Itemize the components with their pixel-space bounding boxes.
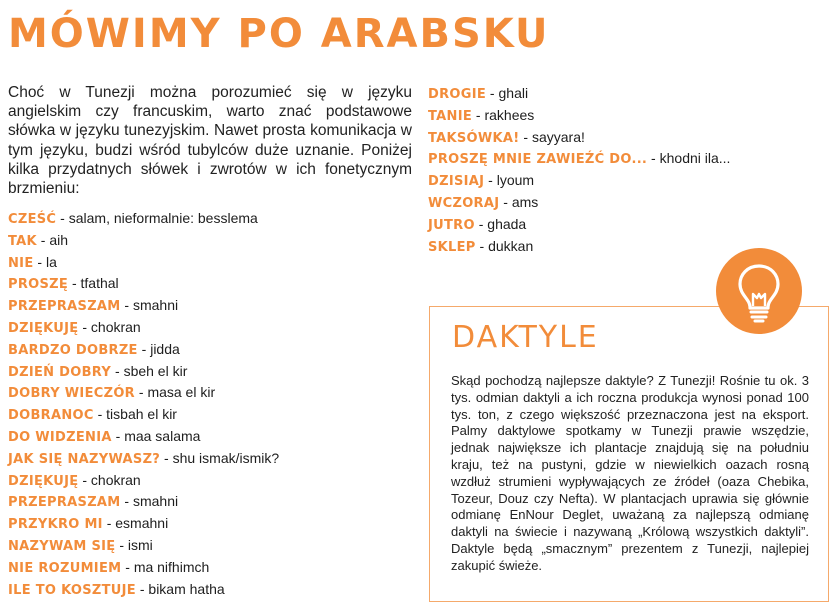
phrase-translation: rakhees <box>484 106 535 123</box>
page-title: MÓWIMY PO ARABSKU <box>8 11 550 57</box>
phrase-row <box>8 295 418 317</box>
phrase-term: DROGIE <box>428 87 487 102</box>
phrase-translation: masa el kir <box>147 384 216 401</box>
phrase-separator: - <box>484 172 497 189</box>
phrase-separator: - <box>121 558 134 575</box>
phrase-separator: - <box>36 231 50 248</box>
phrase-row <box>428 214 828 236</box>
phrase-separator: - <box>78 471 91 488</box>
phrase-term: TAKSÓWKA! <box>428 130 520 146</box>
phrase-separator: - <box>78 318 91 335</box>
phrase-term: PRZEPRASZAM <box>8 299 121 315</box>
phrase-translation: smahni <box>132 297 179 314</box>
phrase-row <box>8 273 418 295</box>
phrase-separator: - <box>111 427 125 444</box>
phrase-separator: - <box>93 406 107 423</box>
phrase-separator: - <box>472 106 485 123</box>
phrase-translation: dukkan <box>488 237 534 254</box>
phrase-list-left <box>8 208 418 600</box>
phrase-row <box>428 83 828 105</box>
phrase-term: DOBRANOC <box>8 408 94 424</box>
phrase-separator: - <box>486 85 499 101</box>
phrase-term: SKLEP <box>428 239 476 255</box>
phrase-separator: - <box>137 340 151 357</box>
phrase-translation: maa salama <box>124 427 201 444</box>
phrase-term: DO WIDZENIA <box>8 429 112 445</box>
lightbulb-badge <box>716 248 802 334</box>
phrase-separator: - <box>102 515 116 532</box>
phrase-separator: - <box>135 580 149 597</box>
phrase-translation: ghada <box>487 215 527 232</box>
phrase-row <box>8 470 418 492</box>
phrase-row <box>428 127 828 149</box>
phrase-translation: khodni ila... <box>659 150 731 167</box>
phrase-term: PRZYKRO MI <box>8 517 103 533</box>
phrase-separator: - <box>519 128 532 145</box>
phrase-translation: ams <box>511 193 539 210</box>
phrase-row <box>428 170 828 192</box>
phrase-term: DZIĘKUJĘ <box>8 320 79 336</box>
phrase-translation: sbeh el kir <box>123 362 188 379</box>
phrase-translation: lyoum <box>496 172 535 189</box>
phrase-separator: - <box>160 449 173 466</box>
phrase-separator: - <box>474 215 488 232</box>
phrase-separator: - <box>647 150 660 167</box>
phrase-translation: smahni <box>132 493 179 510</box>
phrase-term: NIE <box>8 255 34 271</box>
phrase-row <box>8 513 418 535</box>
phrase-row <box>8 208 418 230</box>
phrase-translation: aih <box>49 231 69 248</box>
phrase-term: NIE ROZUMIEM <box>8 560 122 576</box>
phrase-translation: chokran <box>90 318 141 335</box>
phrase-separator: - <box>115 536 128 553</box>
phrase-term: PRZEPRASZAM <box>8 495 121 511</box>
phrase-term: JAK SIĘ NAZYWASZ? <box>8 451 161 467</box>
phrase-term: JUTRO <box>428 217 475 233</box>
intro-paragraph: Choć w Tunezji można porozumieć się w języku angielskim czy francuskim, warto znać podstawowe słówka w języku tunezyjskim. Nawet prosta komunikacja w tym języku, budzi wśród tubylców duże uznanie. Poniżej kilka przydatnych słówek i zwrotów w ich fonetycznym brzmieniu: <box>8 84 412 198</box>
phrase-separator: - <box>475 237 489 254</box>
phrase-translation: sayyara! <box>531 128 585 145</box>
phrase-term: DZIĘKUJĘ <box>8 473 79 489</box>
phrase-row <box>8 557 418 579</box>
phrase-row <box>428 148 828 170</box>
phrase-term: PROSZĘ <box>8 277 69 293</box>
phrase-row <box>428 192 828 214</box>
phrase-term: DZIEŃ DOBRY <box>8 364 112 380</box>
phrase-row <box>8 252 418 274</box>
phrase-translation: la <box>45 253 57 270</box>
phrase-list-right <box>428 83 828 257</box>
phrase-separator: - <box>134 384 148 401</box>
dates-info-box <box>429 306 829 602</box>
phrase-term: ILE TO KOSZTUJE <box>8 582 136 598</box>
phrase-row <box>8 448 418 470</box>
phrase-translation: tisbah el kir <box>106 406 177 423</box>
phrase-separator: - <box>120 493 133 510</box>
phrase-translation: salam, nieformalnie: besslema <box>68 210 258 226</box>
phrase-row <box>8 404 418 426</box>
phrase-separator: - <box>33 253 46 270</box>
phrase-row <box>8 579 418 601</box>
phrase-row <box>8 339 418 361</box>
phrase-term: TAK <box>8 233 37 249</box>
box-title: DAKTYLE <box>452 320 599 355</box>
phrase-term: WCZORAJ <box>428 195 500 211</box>
phrase-translation: ghali <box>498 85 529 101</box>
lightbulb-icon <box>716 248 802 334</box>
phrase-separator: - <box>499 193 512 210</box>
box-text: Skąd pochodzą najlepsze daktyle? Z Tunezji! Rośnie tu ok. 3 tys. odmian daktyli a ich roczna produkcja wynosi ponad 100 tys. ton, z czego większość przeznaczona jest na eksport. Palmy daktylowe spotkamy w Tunezji prawie wszędzie, jednak największe ich plantacje znajdują się na południu kraju, też na pustyni, gdzie w niewielkich oazach rosną wzdłuż strumieni wypływających ze źródeł (oaza Chebika, Tozeur, Douz czy Nefta). W plantacjach uprawia się głównie odmianę EnNour Deglet, uważaną za najlepszą odmianę daktyli na świecie i nazywaną „Królową wszystkich daktyli”. Daktyle będą „smacznym” prezentem z Tunezji, najlepiej zakupić świeże. <box>451 373 809 573</box>
phrase-translation: ismi <box>127 536 153 553</box>
phrase-row <box>8 491 418 513</box>
phrase-row <box>8 361 418 383</box>
phrase-translation: chokran <box>90 471 141 488</box>
phrase-row <box>8 230 418 252</box>
phrase-translation: jidda <box>150 340 180 357</box>
phrase-translation: tfathal <box>80 275 119 292</box>
phrase-row <box>8 535 418 557</box>
phrase-term: CZEŚĆ <box>8 212 57 227</box>
phrase-translation: shu ismak/ismik? <box>172 449 280 466</box>
phrase-term: BARDZO DOBRZE <box>8 342 138 358</box>
phrase-separator: - <box>111 362 124 379</box>
phrase-term: NAZYWAM SIĘ <box>8 538 116 554</box>
phrase-translation: esmahni <box>115 515 169 532</box>
phrase-separator: - <box>68 275 81 292</box>
phrase-row <box>8 426 418 448</box>
phrase-term: DZISIAJ <box>428 174 485 190</box>
phrase-separator: - <box>120 297 133 314</box>
phrase-translation: ma nifhimch <box>133 558 210 575</box>
phrase-row <box>8 382 418 404</box>
phrase-term: TANIE <box>428 108 473 124</box>
phrase-separator: - <box>56 210 69 226</box>
phrase-translation: bikam hatha <box>148 580 225 597</box>
phrase-term: DOBRY WIECZÓR <box>8 386 135 402</box>
phrase-row <box>8 317 418 339</box>
phrase-term: PROSZĘ MNIE ZAWIEŹĆ DO... <box>428 152 648 168</box>
phrase-row <box>428 105 828 127</box>
